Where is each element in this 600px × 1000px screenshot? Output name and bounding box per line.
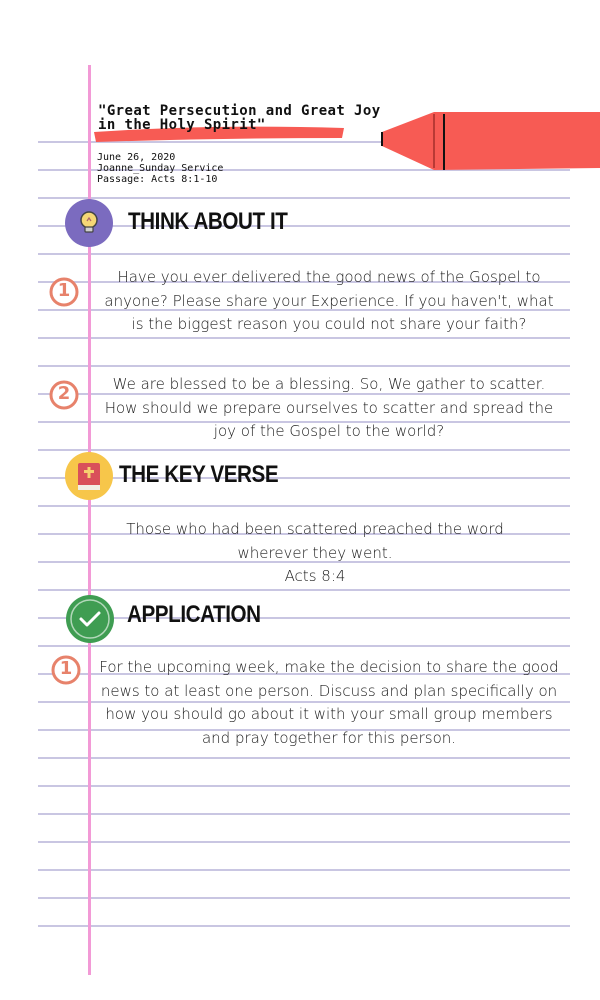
badge-number: 2 [57,383,71,404]
application-heading: APPLICATION [127,601,261,628]
ruled-line [38,841,570,843]
key-verse-reference: Acts 8:4 [284,567,346,585]
number-badge-2 [49,380,79,410]
number-badge-1 [51,655,81,685]
ruled-line [38,645,570,647]
ruled-line [38,757,570,759]
key-verse-quote: Those who had been scattered preached the word wherever they went. [126,520,504,562]
ruled-line [38,897,570,899]
badge-number: 1 [59,658,73,679]
ruled-line [38,589,570,591]
sermon-date: June 26, 2020 [97,152,176,163]
ruled-line [38,449,570,451]
sermon-title-line2: in the Holy Spirit" [98,117,266,133]
key-verse-heading: THE KEY VERSE [119,461,279,488]
application-1: For the upcoming week, make the decision to share the good news to at least one person. Discuss and plan specifically on how you should go about it with your small group members and pray together for this person. [99,658,559,747]
sermon-title [98,104,418,132]
ruled-line [38,785,570,787]
sermon-meta [97,152,223,185]
question-2: We are blessed to be a blessing. So, We gather to scatter. How should we prepare ourselves to scatter and spread the joy of the Gospel to the world? [104,375,554,440]
key-verse-text [100,518,530,589]
sermon-title-line1: "Great Persecution and Great Joy [98,103,381,119]
ruled-line [38,869,570,871]
ruled-line [38,617,570,619]
ruled-line [38,925,570,927]
ruled-line [38,365,570,367]
number-badge-1 [49,277,79,307]
ruled-line [38,253,570,255]
sermon-author: Joanne_Sunday Service [97,163,224,174]
badge-number: 1 [57,280,71,301]
bible-icon [65,452,113,500]
sermon-passage: Passage: Acts 8:1-10 [97,174,218,185]
think-about-it-heading: THINK ABOUT IT [128,208,288,235]
lightbulb-icon [65,199,113,247]
question-1: Have you ever delivered the good news of the Gospel to anyone? Please share your Experience. If you haven't, what is the biggest reason you could not share your faith? [104,268,554,333]
checkmark-icon [66,595,114,643]
ruled-line [38,477,570,479]
ruled-line [38,197,570,199]
ruled-line [38,813,570,815]
ruled-line [38,505,570,507]
ruled-line [38,337,570,339]
ruled-line [38,225,570,227]
